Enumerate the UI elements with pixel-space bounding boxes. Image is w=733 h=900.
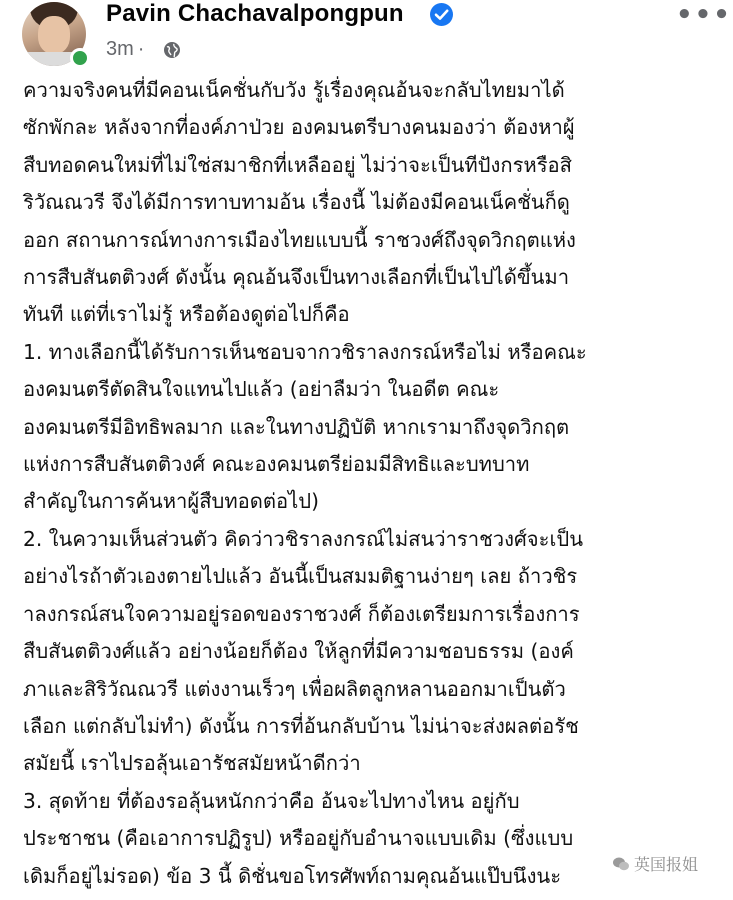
globe-icon[interactable] — [163, 41, 181, 59]
post-line: 2. ในความเห็นส่วนตัว คิดว่าวชิราลงกรณ์ไม่สนว่าราชวงศ์จะเป็น — [23, 526, 583, 551]
post-line: แห่งการสืบสันตติวงศ์ คณะองคมนตรีย่อมมีสิทธิและบทบาท — [23, 452, 530, 477]
watermark-text: 英国报姐 — [634, 855, 699, 874]
post-line: สมัยนี้ เราไปรอลุ้นเอารัชสมัยหน้าดีกว่า — [23, 751, 361, 776]
post-line: ซักพักละ หลังจากที่องค์ภาป่วย องคมนตรีบางคนมองว่า ต้องหาผู้ — [23, 115, 575, 140]
meta-separator: · — [137, 38, 145, 60]
post-line: ความจริงคนที่มีคอนเน็คชั่นกับวัง รู้เรื่องคุณอ้นจะกลับไทยมาได้ — [23, 78, 565, 102]
post-line: สืบสันตติวงศ์แล้ว อย่างน้อยก็ต้อง ให้ลูกที่มีความชอบธรรม (องค์ — [23, 639, 574, 664]
post-line: ประชาชน (คือเอาการปฏิรูป) หรืออยู่กับอำนาจแบบเดิม (ซึ่งแบบ — [23, 826, 574, 851]
post-line: สืบทอดคนใหม่ที่ไม่ใช่สมาชิกที่เหลืออยู่ ไม่ว่าจะเป็นทีปังกรหรือสิ — [23, 152, 573, 177]
watermark — [612, 852, 698, 875]
post-timestamp[interactable]: 3m — [106, 38, 134, 60]
post-line: 1. ทางเลือกนี้ได้รับการเห็นชอบจากวชิราลงกรณ์หรือไม่ หรือคณะ — [23, 339, 587, 364]
post-line: าลงกรณ์สนใจความอยู่รอดของราชวงศ์ ก็ต้องเตรียมการเรื่องการ — [23, 601, 580, 626]
post-meta — [106, 38, 150, 61]
post-line: สำคัญในการค้นหาผู้สืบทอดต่อไป) — [23, 489, 319, 514]
avatar-face — [38, 16, 70, 54]
verified-badge-icon — [430, 3, 453, 26]
post-line: อย่างไรถ้าตัวเองตายไปแล้ว อันนี้เป็นสมมติฐานง่ายๆ เลย ถ้าวชิร — [23, 564, 578, 589]
post-line: 3. สุดท้าย ที่ต้องรอลุ้นหนักกว่าคือ อ้นจะไปทางไหน อยู่กับ — [23, 788, 520, 813]
more-options-icon[interactable]: ••• — [676, 0, 732, 30]
post-line: องคมนตรีตัดสินใจแทนไปแล้ว (อย่าลืมว่า ในอดีต คณะ — [23, 377, 500, 402]
post-line: ริวัณณวรี จึงได้มีการทาบทามอ้น เรื่องนี้ ไม่ต้องมีคอนเน็คชั่นก็ดู — [23, 190, 570, 215]
post-line: เลือก แต่กลับไม่ทำ) ดังนั้น การที่อ้นกลับบ้าน ไม่น่าจะส่งผลต่อรัช — [23, 713, 579, 738]
post-line: ทันที แต่ที่เราไม่รู้ หรือต้องดูต่อไปก็คือ — [23, 302, 350, 327]
wechat-logo-icon — [612, 856, 630, 872]
author-name[interactable]: Pavin Chachavalpongpun — [106, 0, 404, 27]
online-status-dot — [70, 48, 90, 68]
post-line: เดิมก็อยู่ไม่รอด) ข้อ 3 นี้ ดิชั่นขอโทรศัพท์ถามคุณอ้นแป๊บนึงนะ — [23, 863, 562, 888]
post-header — [0, 0, 733, 72]
post-line: ภาและสิริวัณณวรี แต่งงานเร็วๆ เพื่อผลิตลูกหลานออกมาเป็นตัว — [23, 676, 566, 701]
post-line: ออก สถานการณ์ทางการเมืองไทยแบบนี้ ราชวงศ์ถึงจุดวิกฤตแห่ง — [23, 227, 576, 252]
post-line: องคมนตรีมีอิทธิพลมาก และในทางปฏิบัติ หากเรามาถึงจุดวิกฤต — [23, 414, 570, 439]
post-body — [23, 72, 723, 895]
post-line: การสืบสันตติวงศ์ ดังนั้น คุณอ้นจึงเป็นทางเลือกที่เป็นไปได้ขึ้นมา — [23, 265, 570, 290]
